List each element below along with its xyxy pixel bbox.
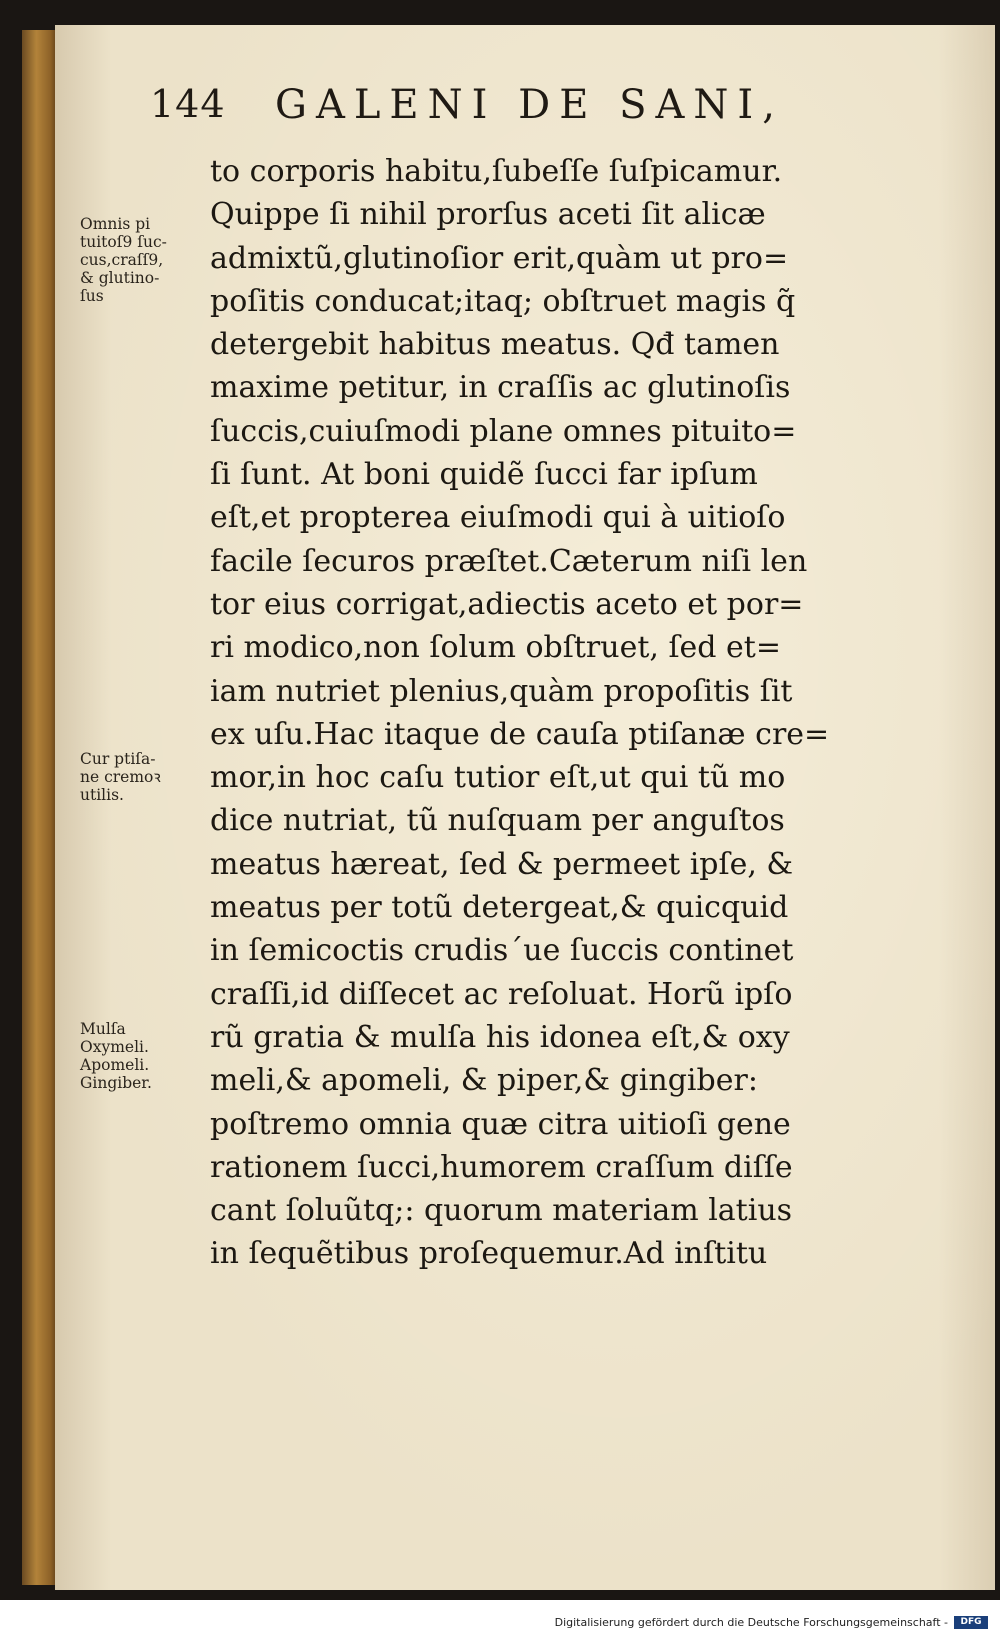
margin-note-line: tuitoſ9 ſuc- — [80, 233, 167, 251]
text-line: rationem ſucci,humorem craſſum diſſe — [210, 1149, 793, 1185]
text-line: in ſequẽtibus proſequemur.Ad inſtitu — [210, 1236, 768, 1272]
digitization-credit: Digitalisierung gefördert durch die Deutsche Forschungsgemeinschaft - — [554, 1616, 948, 1629]
text-line: meatus hæreat, ſed & permeet ipſe, & — [210, 846, 794, 882]
margin-note — [80, 1020, 210, 1092]
text-line: admixtũ,glutinoſior erit,quàm ut pro= — [210, 240, 789, 276]
text-line: meli,& apomeli, & piper,& gingiber: — [210, 1063, 758, 1099]
margin-note-line: ne cremoꝛ — [80, 768, 161, 786]
text-line: poſitis conducat;itaq; obſtruet magis q̃ — [210, 283, 796, 319]
text-line: in ſemicoctis crudis´ue ſuccis continet — [210, 933, 794, 969]
book-edge — [22, 30, 58, 1585]
text-line: to corporis habitu,ſubeſſe ſuſpicamur. — [210, 154, 783, 189]
text-line: mor,in hoc caſu tutior eſt,ut qui tũ mo — [210, 760, 786, 796]
margin-note-line: Cur ptiſa- — [80, 750, 156, 768]
dfg-logo: DFG — [954, 1616, 988, 1629]
margin-note-line: cus,craſſ9, — [80, 251, 164, 269]
text-line: cant ſoluũtq;: quorum materiam latius — [210, 1193, 793, 1229]
running-title: GALENI DE SANI, — [275, 82, 784, 128]
text-line: tor eius corrigat,adiectis aceto et por= — [210, 586, 804, 622]
text-line: maxime petitur, in craſſis ac glutinoſis — [210, 370, 791, 406]
margin-note-line: Apomeli. — [80, 1056, 150, 1074]
margin-note-line: Omnis pi — [80, 215, 151, 233]
text-line: Quippe ſi nihil prorſus aceti ſit alicæ — [210, 197, 766, 233]
text-line: rũ gratia & mulſa his idonea eſt,& oxy — [210, 1019, 790, 1055]
margin-note-line: utilis. — [80, 786, 124, 804]
text-line: eſt,et propterea eiuſmodi qui à uitioſo — [210, 500, 786, 536]
text-line: iam nutriet plenius,quàm propoſitis ſit — [210, 673, 793, 709]
text-line: dice nutriat, tũ nuſquam per anguſtos — [210, 803, 785, 839]
body-text — [210, 150, 900, 1276]
text-line: ſi ſunt. At boni quidẽ ſucci far ipſum — [210, 457, 758, 493]
text-line: detergebit habitus meatus. Qđ tamen — [210, 327, 780, 363]
margin-note — [80, 750, 210, 804]
text-line: craſſi,id diſſecet ac reſoluat. Horũ ipſo — [210, 976, 793, 1012]
margin-note-line: Oxymeli. — [80, 1038, 149, 1056]
text-line: ex uſu.Hac itaque de cauſa ptiſanæ cre= — [210, 716, 830, 752]
text-line: facile ſecuros præſtet.Cæterum niſi len — [210, 543, 808, 579]
page-number: 144 — [150, 82, 226, 126]
margin-note-line: & glutino- — [80, 269, 160, 287]
margin-note-line: Gingiber. — [80, 1074, 152, 1092]
text-line: ſuccis,cuiuſmodi plane omnes pituito= — [210, 413, 797, 449]
margin-note — [80, 215, 210, 305]
text-line: poſtremo omnia quæ citra uitioſi gene — [210, 1106, 791, 1142]
margin-note-line: Mulſa — [80, 1020, 126, 1038]
text-line: meatus per totũ detergeat,& quicquid — [210, 890, 789, 926]
margin-note-line: ſus — [80, 287, 104, 305]
text-line: ri modico,non ſolum obſtruet, ſed et= — [210, 630, 781, 666]
